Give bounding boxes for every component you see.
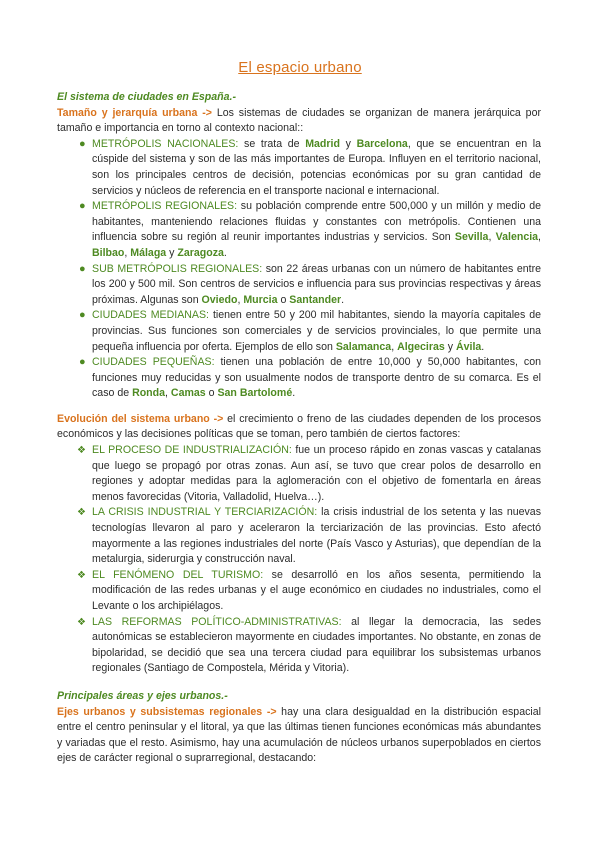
separator: o [277, 293, 290, 306]
list-item [57, 308, 541, 355]
separator: , [237, 293, 244, 306]
city-name: Ronda [132, 387, 166, 400]
diamond-bullet-icon: ❖ [77, 507, 86, 519]
list-item [57, 262, 541, 309]
item-text: fue un proceso rápido en zonas vascas y catalanas que luego se propagó por otras zonas. Aun así, se tuvo que crear polos de desarrollo en regiones y adoptar medidas para la aglomeración con el objetivo de fomentarla en áreas menos favorecidas (Vitoria, Valladolid, Huelva…). [92, 444, 542, 503]
bullet-icon: ● [79, 262, 86, 275]
item-heading: METRÓPOLIS NACIONALES: [92, 137, 239, 150]
item-text: se trata de [238, 137, 306, 150]
separator: . [292, 387, 296, 400]
intro-text: Los sistemas de ciudades se organizan de manera jerárquica por tamaño e importancia en torno al contexto nacional:: [57, 106, 541, 135]
list-item [57, 505, 541, 567]
list-item [57, 199, 541, 261]
jerarquia-list [57, 137, 541, 402]
bullet-icon: ● [79, 200, 86, 213]
bullet-icon: ● [79, 137, 86, 150]
city-name: Oviedo [201, 293, 238, 306]
diamond-bullet-icon: ❖ [77, 569, 86, 581]
item-text: , que se encuentran en la cúspide del sistema y son de las más importantes de Europa. Influyen en el territorio nacional, son los principales centros de decisión, potencias económicas por su gran cantidad de servicios y núcleos de referencia en el transporte nacional e internacional. [92, 137, 542, 197]
city-name: Valencia [495, 231, 539, 244]
city-name: Madrid [305, 137, 340, 150]
item-heading: CIUDADES MEDIANAS: [92, 309, 209, 322]
paragraph-ejes [57, 705, 541, 767]
item-heading: LA CRISIS INDUSTRIAL Y TERCIARIZACIÓN: [92, 506, 318, 519]
item-text: la crisis industrial de los setenta y las nuevas tecnologías llevaron al paro y aceleraron la terciarización de las provincias. Esto afectó mayormente a las regiones industriales del norte (País Vasco y Asturias), que dependían de la metalurgia, siderurgia y construcción naval. [92, 506, 541, 566]
separator: y [166, 246, 178, 259]
list-item [57, 443, 541, 505]
diamond-bullet-icon: ❖ [77, 616, 86, 628]
intro-text: hay una clara desigualdad en la distribución espacial entre el centro peninsular y el litoral, ya que las últimas tienen funciones económicas más abundantes y variadas que el resto. Asimismo, hay una acumulación de núcleos urbanos superpoblados en ciertos ejes de carácter regional o suprarregional, destacando: [57, 705, 541, 765]
city-name: Málaga [130, 246, 167, 259]
item-heading: CIUDADES PEQUEÑAS: [92, 356, 215, 369]
separator: y [444, 340, 456, 353]
item-text: al llegar la democracia, las sedes autonómicas se establecieron mayormente en ciudades importantes. No obstante, en zonas de bipolaridad, se decidió que sea una tercera ciudad para equilibrar los subsistemas urbanos regionales (Santiago de Compostela, Mérida y Vitoria). [92, 615, 541, 675]
list-item [57, 615, 541, 677]
city-name: Santander [289, 293, 342, 306]
document-body [57, 86, 541, 767]
city-name: Barcelona [356, 137, 408, 150]
item-text: son 22 áreas urbanas con un número de habitantes entre los 200 y 500 mil. Son centros de servicios e influencia para sus provincias respectivas y áreas próximas. Algunas son [92, 262, 542, 306]
item-heading: EL PROCESO DE INDUSTRIALIZACIÓN: [92, 444, 292, 457]
city-name: Murcia [243, 293, 278, 306]
item-text: se desarrolló en los años sesenta, permitiendo la modificación de las redes urbanas y el auge económico en ciudades no industriales, como el Levante o los archipiélagos. [92, 568, 541, 612]
intro-text: el crecimiento o freno de las ciudades dependen de los procesos económicos y las decisiones políticas que se toman, pero también de ciertos factores: [57, 412, 541, 441]
list-item [57, 137, 541, 199]
section-heading-areas-ejes: Principales áreas y ejes urbanos.- [57, 689, 228, 702]
separator: , [124, 246, 131, 259]
paragraph-evolucion [57, 412, 541, 443]
city-name: Sevilla [454, 231, 489, 244]
item-text: tienen entre 50 y 200 mil habitantes, siendo la mayoría capitales de provincias. Sus funciones son comerciales y de servicios provinciales, lo que permite una pequeña influencia por oferta. Ejemplos de ello son [92, 309, 541, 353]
separator: , [488, 231, 496, 244]
section-heading-sistema-ciudades: El sistema de ciudades en España.- [57, 91, 236, 103]
item-text: su población comprende entre 500,000 y un millón y medio de habitantes, manteniendo relaciones fluidas y constantes con metrópolis. Contienen una influencia sobre su región al reunir importantes industrias y servicios. Son [92, 200, 541, 244]
diamond-bullet-icon: ❖ [77, 445, 86, 457]
city-name: Camas [170, 387, 206, 400]
lead-ejes: Ejes urbanos y subsistemas regionales -> [57, 705, 277, 718]
separator: , [391, 340, 398, 353]
lead-jerarquia: Tamaño y jerarquía urbana -> [57, 106, 212, 119]
item-heading: LAS REFORMAS POLÍTICO-ADMINISTRATIVAS: [92, 615, 342, 628]
city-name: Bilbao [92, 246, 125, 259]
bullet-icon: ● [79, 356, 86, 369]
list-item [57, 568, 541, 615]
separator: . [223, 246, 227, 259]
separator: . [481, 340, 485, 353]
factores-list [57, 443, 541, 677]
paragraph-jerarquia [57, 106, 541, 137]
city-name: Salamanca [335, 340, 392, 353]
bullet-icon: ● [79, 309, 86, 322]
city-name: Ávila [455, 340, 482, 353]
separator: o [205, 387, 218, 400]
item-text: tienen una población de entre 10,000 y 50,000 habitantes, con funciones muy reducidas y son usualmente nodos de transporte dentro de su comarca. Es el caso de [92, 356, 541, 400]
item-heading: SUB METRÓPOLIS REGIONALES: [92, 262, 263, 275]
list-item [57, 355, 541, 402]
lead-evolucion: Evolución del sistema urbano -> [57, 412, 224, 425]
separator: , [165, 387, 171, 400]
page-title: El espacio urbano [238, 59, 362, 76]
city-name: Zaragoza [177, 246, 224, 259]
city-name: Algeciras [397, 340, 445, 353]
item-heading: EL FENÓMENO DEL TURISMO: [92, 568, 264, 581]
separator: , [538, 231, 541, 244]
city-name: San Bartolomé [217, 387, 293, 400]
item-heading: METRÓPOLIS REGIONALES: [92, 200, 238, 213]
item-text: y [339, 137, 357, 150]
separator: . [341, 293, 345, 306]
